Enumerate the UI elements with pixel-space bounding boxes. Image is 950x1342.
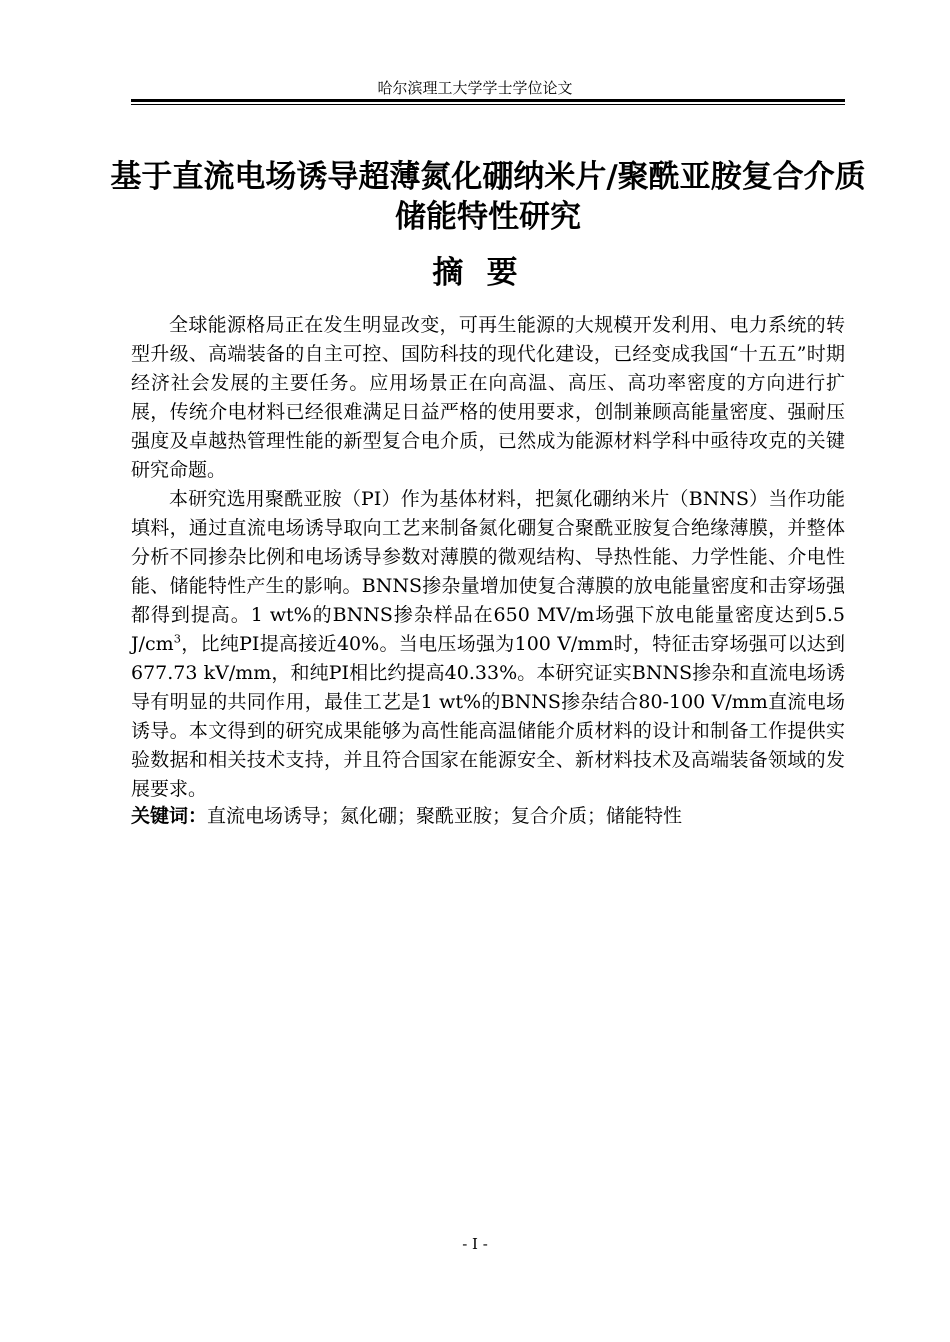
keywords-text: 直流电场诱导；氮化硼；聚酰亚胺；复合介质；储能特性 (207, 805, 683, 827)
keywords-label: 关键词： (131, 805, 208, 827)
abstract-paragraph-1: 全球能源格局正在发生明显改变，可再生能源的大规模开发利用、电力系统的转型升级、高端装备的自主可控、国防科技的现代化建设，已经变成我国“十五五”时期经济社会发展的主要任务。应用场景正在向高温、高压、高功率密度的方向进行扩展，传统介电材料已经很难满足日益严格的使用要求，创制兼顾高能量密度、强耐压强度及卓越热管理性能的新型复合电介质，已然成为能源材料学科中亟待攻克的关键研究命题。 (131, 314, 845, 481)
running-header: 哈尔滨理工大学学士学位论文 (377, 79, 573, 97)
keywords-line (131, 802, 845, 831)
abstract-heading: 摘要 (432, 255, 541, 291)
paper-title: 基于直流电场诱导超薄氮化硼纳米片/聚酰亚胺复合介质储能特性研究 (110, 159, 866, 235)
page-number: - I - (462, 1235, 488, 1253)
abstract-paragraph-2-part-a: 本研究选用聚酰亚胺（PI）作为基体材料，把氮化硼纳米片（BNNS）当作功能填料，通过直流电场诱导取向工艺来制备氮化硼复合聚酰亚胺复合绝缘薄膜，并整体分析不同掺杂比例和电场诱导参数对薄膜的微观结构、导热性能、力学性能、介电性能、储能特性产生的影响。BNNS掺杂量增加使复合薄膜的放电能量密度和击穿场强都得到提高。1 wt%的BNNS掺杂样品在650 MV/m场强下放电能量密度达到5.5 J/cm (131, 488, 845, 655)
superscript-exponent: 3 (173, 631, 181, 646)
abstract-body (131, 311, 845, 804)
abstract-paragraph-2 (131, 485, 845, 804)
header-rule-thin (131, 104, 845, 105)
header-rule-thick (131, 99, 845, 102)
abstract-paragraph-2-part-b: ，比纯PI提高接近40%。当电压场强为100 V/mm时，特征击穿场强可以达到677.73 kV/mm，和纯PI相比约提高40.33%。本研究证实BNNS掺杂和直流电场诱导有明显的共同作用，最佳工艺是1 wt%的BNNS掺杂结合80-100 V/mm直流电场诱导。本文得到的研究成果能够为高性能高温储能介质材料的设计和制备工作提供实验数据和相关技术支持，并且符合国家在能源安全、新材料技术及高端装备领域的发展要求。 (131, 633, 845, 800)
